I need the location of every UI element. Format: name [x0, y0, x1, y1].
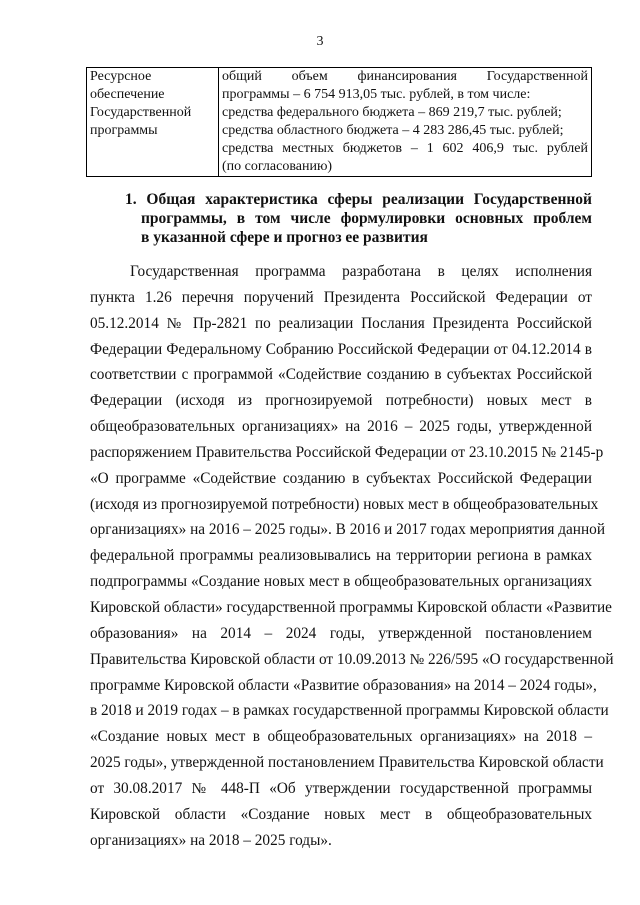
paragraph-line: Федерации (исходя из прогнозируемой потребности) новых мест в — [90, 392, 592, 410]
paragraph-line: Правительства Кировской области от 10.09.2013 № 226/595 «О государственной — [90, 650, 614, 668]
paragraph-line: федеральной программы реализовывались на территории региона в рамках — [90, 547, 592, 565]
label-line: обеспечение — [90, 87, 165, 102]
value-line: средства местных бюджетов – 1 602 406,9 тыс. рублей — [222, 141, 588, 156]
value-line: средства областного бюджета – 4 283 286,45 тыс. рублей; — [222, 123, 564, 138]
label-line: Государственной — [90, 105, 192, 120]
resource-table — [86, 67, 592, 177]
paragraph-line: в 2018 и 2019 годах – в рамках государственной программы Кировской области — [90, 702, 609, 720]
paragraph-line: распоряжением Правительства Российской Федерации от 23.10.2015 № 2145-р — [90, 443, 604, 461]
resource-value-cell — [219, 68, 592, 177]
paragraph-line: Кировской области» государственной программы Кировской области «Развитие — [90, 598, 612, 616]
paragraph-line: Кировской области «Создание новых мест в общеобразовательных — [90, 805, 592, 823]
paragraph-line: организациях» на 2018 – 2025 годы». — [90, 831, 332, 849]
section-paragraph — [90, 259, 614, 853]
paragraph-line: общеобразовательных организациях» на 2016 – 2025 годы, утвержденной — [90, 418, 592, 436]
paragraph-line: организациях» на 2016 – 2025 годы». В 2016 и 2017 годах мероприятия данной — [90, 521, 606, 539]
paragraph-line: (исходя из прогнозируемой потребности) новых мест в общеобразовательных — [90, 495, 599, 513]
value-line: программы – 6 754 913,05 тыс. рублей, в том числе: — [222, 87, 531, 102]
label-line: Ресурсное — [90, 69, 152, 84]
resource-label-cell — [87, 68, 219, 177]
resource-row — [87, 68, 592, 177]
heading-line: программы, в том числе формулировки основных проблем — [141, 210, 592, 227]
paragraph-line: Федерации Федеральному Собранию Российской Федерации от 04.12.2014 в — [90, 340, 592, 358]
paragraph-line: от 30.08.2017 № 448-П «Об утверждении государственной программы — [90, 779, 592, 797]
paragraph-line: 05.12.2014 № Пр-2821 по реализации Послания Президента Российской — [90, 314, 592, 332]
label-line: программы — [90, 123, 158, 138]
paragraph-line: Государственная программа разработана в целях исполнения — [130, 263, 592, 280]
heading-line: в указанной сфере и прогноз ее развития — [141, 229, 428, 246]
value-line: средства федерального бюджета – 869 219,7 тыс. рублей; — [222, 105, 562, 120]
paragraph-line: «О программе «Содействие созданию в субъектах Российской Федерации — [90, 469, 592, 487]
value-line: общий объем финансирования Государственной — [222, 69, 588, 84]
paragraph-line: программе Кировской области «Развитие образования» на 2014 – 2024 годы», — [90, 676, 597, 694]
paragraph-line: подпрограммы «Создание новых мест в общеобразовательных организациях — [90, 573, 592, 591]
paragraph-line: пункта 1.26 перечня поручений Президента Российской Федерации от — [90, 288, 592, 306]
paragraph-line: образования» на 2014 – 2024 годы, утвержденной постановлением — [90, 624, 592, 642]
page-number: 3 — [316, 34, 324, 49]
section-heading — [117, 190, 592, 247]
heading-line: 1. Общая характеристика сферы реализации Государственной — [125, 191, 592, 208]
paragraph-line: соответствии с программой «Содействие созданию в субъектах Российской — [90, 366, 592, 384]
value-line: (по согласованию) — [222, 159, 333, 174]
paragraph-line: «Создание новых мест в общеобразовательных организациях» на 2018 – — [90, 728, 592, 746]
paragraph-line: 2025 годы», утвержденной постановлением Правительства Кировской области — [90, 754, 604, 772]
